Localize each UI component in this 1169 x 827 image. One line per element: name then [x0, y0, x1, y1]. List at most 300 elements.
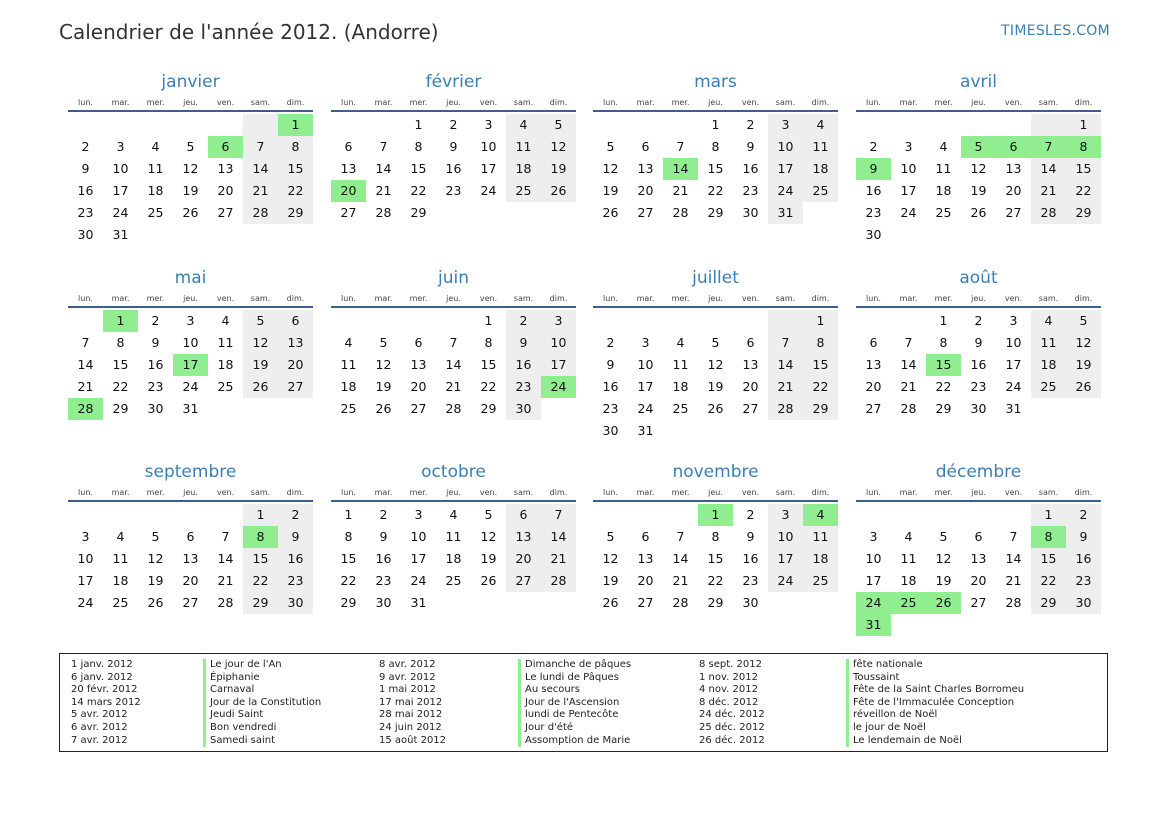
month-name: avril — [960, 72, 997, 92]
weekday-label: sam. — [513, 294, 534, 303]
day-cell: 24 — [182, 379, 199, 394]
day-cell: 20 — [637, 183, 654, 198]
day-cell: 22 — [1031, 570, 1066, 592]
day-cell: 6 — [869, 335, 878, 350]
day-cell: 3 — [186, 313, 195, 328]
day-cell: 27 — [637, 595, 654, 610]
legend-date: 28 mai 2012 — [379, 709, 443, 721]
day-cell: 20 — [865, 379, 882, 394]
day-cell: 1 — [803, 310, 838, 332]
day-cell: 24 — [768, 570, 803, 592]
day-cell: 26 — [243, 376, 278, 398]
day-cell: 21 — [900, 379, 917, 394]
month-name: mai — [174, 268, 207, 288]
day-cell: 3 — [869, 529, 878, 544]
day-cell: 11 — [803, 136, 838, 158]
day-cell: 25 — [803, 570, 838, 592]
month-name: août — [959, 268, 998, 288]
day-cell: 12 — [243, 332, 278, 354]
weekday-label: jeu. — [183, 294, 198, 303]
day-cell: 24 — [637, 401, 654, 416]
empty-cell — [628, 310, 663, 332]
weekday-header — [68, 96, 313, 112]
weekday-label: mer. — [409, 98, 428, 107]
month-11 — [856, 462, 1101, 636]
empty-cell — [331, 310, 366, 332]
empty-cell — [856, 310, 891, 332]
page-title: Calendrier de l'année 2012. (Andorre) — [59, 20, 439, 44]
day-cell: 27 — [865, 401, 882, 416]
holiday-day: 28 — [68, 398, 103, 420]
day-cell: 4 — [676, 335, 685, 350]
day-cell: 14 — [445, 357, 462, 372]
day-cell: 15 — [243, 548, 278, 570]
empty-cell — [733, 310, 768, 332]
day-cell: 7 — [221, 529, 230, 544]
day-cell: 4 — [116, 529, 125, 544]
weekday-label: dim. — [549, 98, 568, 107]
weekday-header — [68, 486, 313, 502]
day-cell: 11 — [147, 161, 164, 176]
day-cell: 21 — [217, 573, 234, 588]
day-cell: 12 — [602, 161, 619, 176]
day-cell: 20 — [637, 573, 654, 588]
day-cell: 18 — [445, 551, 462, 566]
day-cell: 3 — [116, 139, 125, 154]
empty-cell — [926, 504, 961, 526]
legend-holiday-name: Jour de l'Ascension — [525, 696, 620, 708]
legend-dates-col-1 — [71, 659, 141, 747]
day-cell: 27 — [340, 205, 357, 220]
day-cell: 9 — [746, 529, 755, 544]
weekday-label: mar. — [111, 294, 130, 303]
weekday-label: lun. — [341, 98, 356, 107]
day-cell: 30 — [506, 398, 541, 420]
day-cell: 26 — [182, 205, 199, 220]
day-cell: 19 — [243, 354, 278, 376]
day-cell: 20 — [410, 379, 427, 394]
day-cell: 16 — [742, 161, 759, 176]
day-cell: 12 — [707, 357, 724, 372]
day-cell: 10 — [182, 335, 199, 350]
day-cell: 30 — [602, 423, 619, 438]
day-cell: 4 — [506, 114, 541, 136]
weekday-label: sam. — [250, 98, 271, 107]
day-cell: 26 — [541, 180, 576, 202]
empty-cell — [138, 114, 173, 136]
day-cell: 6 — [344, 139, 353, 154]
empty-cell — [926, 114, 961, 136]
day-cell: 8 — [414, 139, 423, 154]
legend-dates-col-3 — [699, 659, 765, 747]
day-cell: 9 — [974, 335, 983, 350]
day-cell: 4 — [449, 507, 458, 522]
day-cell: 20 — [506, 548, 541, 570]
day-cell: 16 — [865, 183, 882, 198]
weekday-label: lun. — [78, 294, 93, 303]
weekday-label: mer. — [934, 98, 953, 107]
weekday-label: jeu. — [971, 98, 986, 107]
day-cell: 21 — [77, 379, 94, 394]
weekday-label: mar. — [899, 294, 918, 303]
weekday-label: ven. — [216, 488, 235, 497]
day-cell: 11 — [900, 551, 917, 566]
holiday-day: 24 — [856, 592, 891, 614]
day-cell: 23 — [147, 379, 164, 394]
weekday-label: ven. — [216, 294, 235, 303]
weekday-label: mer. — [671, 488, 690, 497]
weekday-label: ven. — [741, 488, 760, 497]
brand-link[interactable]: TIMESLES.COM — [1001, 23, 1110, 39]
legend-date: 15 août 2012 — [379, 734, 447, 746]
legend-date: 14 mars 2012 — [71, 696, 141, 708]
day-cell: 20 — [182, 573, 199, 588]
day-cell: 9 — [151, 335, 160, 350]
day-cell: 26 — [1066, 376, 1101, 398]
day-cell: 10 — [637, 357, 654, 372]
month-4 — [68, 268, 313, 420]
day-cell: 4 — [344, 335, 353, 350]
day-cell: 11 — [506, 136, 541, 158]
day-cell: 22 — [480, 379, 497, 394]
day-cell: 10 — [112, 161, 129, 176]
day-cell: 29 — [803, 398, 838, 420]
day-cell: 8 — [484, 335, 493, 350]
holiday-day: 6 — [996, 136, 1031, 158]
day-cell: 5 — [484, 507, 493, 522]
legend-holiday-name: Bon vendredi — [210, 721, 277, 733]
empty-cell — [698, 310, 733, 332]
day-cell: 13 — [865, 357, 882, 372]
day-cell: 5 — [606, 139, 615, 154]
day-cell: 18 — [900, 573, 917, 588]
day-cell: 7 — [81, 335, 90, 350]
day-cell: 27 — [742, 401, 759, 416]
day-cell: 9 — [278, 526, 313, 548]
day-cell: 19 — [935, 573, 952, 588]
day-cell: 11 — [340, 357, 357, 372]
day-cell: 7 — [904, 335, 913, 350]
weekday-label: mer. — [146, 488, 165, 497]
day-cell: 26 — [970, 205, 987, 220]
weekday-label: dim. — [811, 488, 830, 497]
holiday-day: 31 — [856, 614, 891, 636]
day-cell: 17 — [637, 379, 654, 394]
empty-cell — [68, 114, 103, 136]
day-cell: 13 — [742, 357, 759, 372]
day-cell: 14 — [672, 551, 689, 566]
day-cell: 29 — [1066, 202, 1101, 224]
day-cell: 24 — [410, 573, 427, 588]
day-cell: 5 — [379, 335, 388, 350]
day-cell: 13 — [1005, 161, 1022, 176]
weekday-label: dim. — [1074, 294, 1093, 303]
weekday-label: lun. — [341, 488, 356, 497]
weekday-label: mar. — [374, 98, 393, 107]
weekday-label: sam. — [250, 294, 271, 303]
legend-date: 1 janv. 2012 — [71, 659, 133, 670]
day-cell: 2 — [449, 117, 458, 132]
day-cell: 15 — [410, 161, 427, 176]
legend-holiday-name: Dimanche de pâques — [525, 659, 632, 670]
day-cell: 21 — [375, 183, 392, 198]
day-cell: 10 — [1005, 335, 1022, 350]
day-cell: 21 — [672, 573, 689, 588]
day-cell: 8 — [344, 529, 353, 544]
day-cell: 25 — [935, 205, 952, 220]
day-cell: 22 — [112, 379, 129, 394]
day-cell: 3 — [414, 507, 423, 522]
day-cell: 1 — [1066, 114, 1101, 136]
empty-cell — [173, 504, 208, 526]
day-grid — [68, 114, 313, 246]
day-cell: 5 — [243, 310, 278, 332]
empty-cell — [173, 114, 208, 136]
day-cell: 25 — [445, 573, 462, 588]
day-cell: 11 — [445, 529, 462, 544]
weekday-label: mar. — [374, 294, 393, 303]
day-cell: 19 — [480, 551, 497, 566]
empty-cell — [891, 310, 926, 332]
day-cell: 1 — [484, 313, 493, 328]
day-cell: 27 — [217, 205, 234, 220]
day-cell: 15 — [707, 551, 724, 566]
day-cell: 22 — [410, 183, 427, 198]
legend-holiday-name: Le lundi de Pâques — [525, 671, 619, 683]
day-cell: 15 — [112, 357, 129, 372]
empty-cell — [138, 504, 173, 526]
legend-date: 20 févr. 2012 — [71, 684, 138, 696]
day-cell: 6 — [746, 335, 755, 350]
day-cell: 21 — [445, 379, 462, 394]
legend-holiday-name: Jeudi Saint — [210, 709, 264, 721]
empty-cell — [961, 114, 996, 136]
holiday-legend — [59, 653, 1108, 752]
day-cell: 17 — [1005, 357, 1022, 372]
weekday-label: mar. — [636, 488, 655, 497]
day-cell: 13 — [278, 332, 313, 354]
holiday-day: 7 — [1031, 136, 1066, 158]
weekday-label: lun. — [341, 294, 356, 303]
day-cell: 9 — [449, 139, 458, 154]
month-name: décembre — [935, 462, 1022, 482]
holiday-day: 4 — [803, 504, 838, 526]
day-cell: 11 — [217, 335, 234, 350]
day-cell: 23 — [278, 570, 313, 592]
day-cell: 30 — [865, 227, 882, 242]
empty-cell — [856, 114, 891, 136]
day-cell: 22 — [1066, 180, 1101, 202]
empty-cell — [856, 504, 891, 526]
day-cell: 25 — [1031, 376, 1066, 398]
weekday-label: jeu. — [708, 488, 723, 497]
day-cell: 9 — [379, 529, 388, 544]
month-8 — [68, 462, 313, 614]
weekday-label: lun. — [603, 294, 618, 303]
day-cell: 17 — [768, 548, 803, 570]
holiday-day: 14 — [663, 158, 698, 180]
empty-cell — [331, 114, 366, 136]
weekday-label: jeu. — [183, 98, 198, 107]
legend-holiday-name: Fête de l'Immaculée Conception — [853, 696, 1015, 708]
weekday-label: mar. — [899, 98, 918, 107]
legend-holiday-name: lundi de Pentecôte — [525, 709, 619, 721]
holiday-day: 1 — [698, 504, 733, 526]
weekday-label: dim. — [286, 98, 305, 107]
day-cell: 14 — [1031, 158, 1066, 180]
day-cell: 23 — [742, 573, 759, 588]
day-cell: 28 — [672, 595, 689, 610]
day-cell: 21 — [768, 376, 803, 398]
empty-cell — [401, 310, 436, 332]
day-cell: 2 — [379, 507, 388, 522]
day-grid — [856, 310, 1101, 420]
weekday-header — [856, 486, 1101, 502]
legend-dates-col-2 — [379, 659, 446, 747]
day-cell: 2 — [869, 139, 878, 154]
day-cell: 29 — [707, 205, 724, 220]
day-cell: 20 — [742, 379, 759, 394]
day-cell: 7 — [676, 139, 685, 154]
legend-date: 26 déc. 2012 — [699, 734, 765, 746]
day-cell: 14 — [768, 354, 803, 376]
empty-cell — [996, 114, 1031, 136]
day-cell: 28 — [375, 205, 392, 220]
legend-holiday-name: Le lendemain de Noël — [853, 734, 962, 746]
day-cell: 29 — [410, 205, 427, 220]
day-cell: 10 — [768, 526, 803, 548]
day-grid — [593, 310, 838, 442]
day-cell: 2 — [746, 117, 755, 132]
month-1 — [331, 72, 576, 224]
day-cell: 19 — [1066, 354, 1101, 376]
day-cell: 11 — [803, 526, 838, 548]
empty-cell — [628, 504, 663, 526]
legend-date: 9 avr. 2012 — [379, 671, 436, 683]
month-7 — [856, 268, 1101, 420]
holiday-day: 17 — [173, 354, 208, 376]
day-cell: 1 — [711, 117, 720, 132]
day-cell: 16 — [970, 357, 987, 372]
day-cell: 23 — [445, 183, 462, 198]
empty-cell — [961, 504, 996, 526]
legend-names-col-3 — [846, 659, 1024, 747]
day-cell: 29 — [112, 401, 129, 416]
day-cell: 24 — [900, 205, 917, 220]
day-cell: 17 — [768, 158, 803, 180]
day-cell: 5 — [186, 139, 195, 154]
weekday-header — [593, 486, 838, 502]
day-grid — [68, 310, 313, 420]
day-cell: 18 — [506, 158, 541, 180]
day-cell: 11 — [112, 551, 129, 566]
empty-cell — [68, 504, 103, 526]
day-cell: 17 — [541, 354, 576, 376]
day-cell: 2 — [746, 507, 755, 522]
day-cell: 12 — [480, 529, 497, 544]
day-cell: 1 — [1031, 504, 1066, 526]
day-cell: 12 — [182, 161, 199, 176]
day-cell: 5 — [711, 335, 720, 350]
day-cell: 16 — [742, 551, 759, 566]
day-cell: 4 — [803, 114, 838, 136]
day-cell: 6 — [414, 335, 423, 350]
day-cell: 1 — [414, 117, 423, 132]
weekday-label: jeu. — [183, 488, 198, 497]
weekday-label: mer. — [934, 294, 953, 303]
weekday-label: sam. — [513, 488, 534, 497]
day-cell: 15 — [340, 551, 357, 566]
holiday-day: 26 — [926, 592, 961, 614]
weekday-label: jeu. — [446, 98, 461, 107]
weekday-label: ven. — [216, 98, 235, 107]
weekday-header — [331, 292, 576, 308]
day-cell: 30 — [1066, 592, 1101, 614]
day-cell: 6 — [506, 504, 541, 526]
empty-cell — [593, 504, 628, 526]
day-cell: 18 — [147, 183, 164, 198]
weekday-label: mer. — [146, 98, 165, 107]
empty-cell — [593, 114, 628, 136]
day-cell: 6 — [641, 529, 650, 544]
day-cell: 23 — [970, 379, 987, 394]
empty-cell — [663, 310, 698, 332]
day-cell: 23 — [506, 376, 541, 398]
day-grid — [856, 504, 1101, 636]
day-cell: 5 — [1066, 310, 1101, 332]
legend-date: 6 avr. 2012 — [71, 721, 128, 733]
empty-cell — [366, 310, 401, 332]
empty-cell — [1031, 114, 1066, 136]
weekday-label: sam. — [775, 294, 796, 303]
day-cell: 2 — [278, 504, 313, 526]
day-cell: 10 — [77, 551, 94, 566]
day-cell: 7 — [379, 139, 388, 154]
day-cell: 3 — [768, 504, 803, 526]
day-cell: 9 — [81, 161, 90, 176]
weekday-label: mar. — [111, 488, 130, 497]
weekday-label: sam. — [1038, 488, 1059, 497]
legend-holiday-name: Au secours — [525, 684, 580, 696]
day-cell: 12 — [935, 551, 952, 566]
holiday-day: 8 — [1066, 136, 1101, 158]
day-cell: 28 — [217, 595, 234, 610]
day-cell: 23 — [375, 573, 392, 588]
day-cell: 14 — [77, 357, 94, 372]
day-cell: 6 — [278, 310, 313, 332]
day-cell: 16 — [147, 357, 164, 372]
weekday-label: dim. — [549, 488, 568, 497]
day-cell: 21 — [1031, 180, 1066, 202]
day-cell: 30 — [278, 592, 313, 614]
month-2 — [593, 72, 838, 224]
day-cell: 12 — [1066, 332, 1101, 354]
holiday-day: 6 — [208, 136, 243, 158]
day-cell: 22 — [340, 573, 357, 588]
day-cell: 27 — [1005, 205, 1022, 220]
day-cell: 27 — [410, 401, 427, 416]
weekday-label: mar. — [899, 488, 918, 497]
day-cell: 4 — [221, 313, 230, 328]
day-cell: 13 — [217, 161, 234, 176]
day-cell: 3 — [768, 114, 803, 136]
empty-cell — [103, 504, 138, 526]
legend-date: 8 avr. 2012 — [379, 659, 436, 670]
day-cell: 10 — [768, 136, 803, 158]
month-name: septembre — [144, 462, 237, 482]
day-cell: 16 — [506, 354, 541, 376]
day-cell: 18 — [803, 158, 838, 180]
